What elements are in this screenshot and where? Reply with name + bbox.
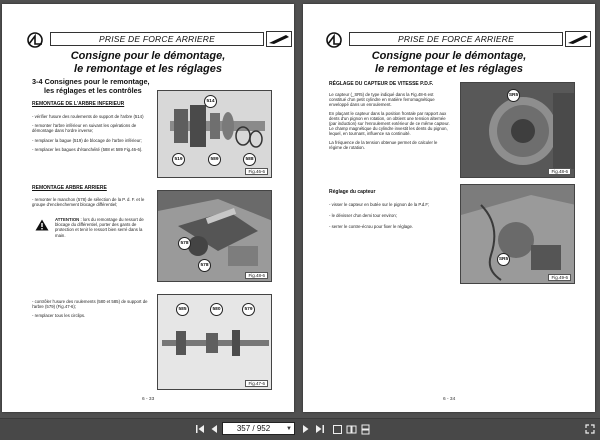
continuous-view-icon[interactable]	[359, 423, 371, 435]
list-item: - remplacer la bague (519) de blocage de l'arbre inférieur;	[32, 137, 142, 143]
figure-label: Fig.46-6	[245, 168, 268, 175]
subheading-arbre-arriere: REMONTAGE ARBRE ARRIERE	[32, 185, 107, 191]
subheading-reglage: Réglage du capteur	[329, 189, 376, 195]
prev-page-icon[interactable]	[208, 423, 220, 435]
list-item: - vérifier l'usure des roulements de support de l'arbre (514)	[32, 114, 144, 119]
page-header-text: PRISE DE FORCE ARRIERE	[397, 34, 515, 44]
warning-icon	[35, 219, 49, 231]
gearbox-housing-image	[158, 191, 272, 282]
page-header	[50, 32, 264, 46]
figure-label: Fig.49-6	[548, 274, 571, 281]
figure-label: Fig.48-6	[548, 168, 571, 175]
next-page-icon[interactable]	[300, 423, 312, 435]
list-item: - visser le capteur en butée sur le pignon de la P.d.F;	[329, 202, 430, 207]
callout: 585	[176, 303, 189, 316]
figure-48-6-sensor	[460, 82, 575, 178]
list-item: - remplacer tous les circlips.	[32, 313, 86, 319]
bullet-list-1	[32, 114, 152, 152]
list-item: - remonter l'arbre inférieur en suivant les opérations de démontage dans l'ordre inverse;	[32, 123, 137, 134]
callout: 589	[208, 153, 221, 166]
list-item: - contrôler l'usure des roulements (580 et 585) de support de l'arbre (579) (Fig.47-6);	[32, 299, 148, 310]
subheading-capteur-vitesse: RÉGLAGE DU CAPTEUR DE VITESSE P.D.F.	[329, 81, 434, 87]
attention-note: ATTENTION : lors du remontage du ressort de blocage du différentiel, porter des gants de protection et tenir le ressort bien serré dans la main.	[55, 217, 144, 238]
single-page-view-icon[interactable]	[331, 423, 343, 435]
callout: 588	[243, 153, 256, 166]
page-selector-value: 357 / 952	[236, 424, 271, 433]
reglage-steps	[329, 202, 451, 230]
figure-49-6	[460, 184, 575, 284]
figure-47-6	[157, 294, 272, 390]
callout: 578	[178, 237, 191, 250]
page-header	[349, 32, 563, 46]
tractor-pto-icon	[565, 31, 591, 47]
left-page	[2, 4, 294, 412]
callout: 519	[172, 153, 185, 166]
section-heading: 3-4 Consignes pour le remontage, les réglages et les contrôles	[32, 77, 150, 95]
callout: SR5	[497, 253, 510, 266]
list-item: - remplacer les bagues d'étanchéité (588 et 589 Fig.46-6).	[32, 146, 143, 152]
bullet-list-3	[32, 299, 152, 319]
tractor-pto-icon	[266, 31, 292, 47]
figure-46-6	[157, 90, 272, 178]
paragraph: Le capteur (_SR5) de type indiqué dans la Fig.48-6 est constitué d'un petit cylindre en matière ferromagnétique enveloppé dans un enroulement.	[329, 92, 435, 108]
paragraph: La fréquence de la tension obtenue permet de calculer le régime de rotation.	[329, 139, 438, 150]
brand-logo-icon	[323, 32, 345, 48]
right-page	[303, 4, 595, 412]
page-number: 6 - 33	[142, 397, 155, 402]
fullscreen-icon[interactable]	[584, 423, 596, 435]
list-item: - le dévisser d'un demi tour environ;	[329, 213, 397, 219]
callout: 580	[210, 303, 223, 316]
figure-48-6	[157, 190, 272, 282]
capteur-description	[329, 92, 451, 150]
page-selector[interactable]	[222, 422, 295, 435]
first-page-icon[interactable]	[194, 423, 206, 435]
page-title: Consigne pour le démontage, le remontage et les réglages	[70, 50, 226, 75]
figure-label: Fig.48-6	[245, 272, 268, 279]
viewer-toolbar	[0, 418, 600, 440]
figure-label: Fig.47-6	[245, 380, 268, 387]
brand-logo-icon	[24, 32, 46, 48]
sensor-mount-image	[461, 185, 575, 284]
last-page-icon[interactable]	[314, 423, 326, 435]
page-title: Consigne pour le démontage, le remontage et les réglages	[371, 50, 527, 75]
list-item: - remonter le manchon (578) de sélection de la P. d. F. et le groupe d'enclenchement blocage différentiel;	[32, 197, 145, 208]
page-number: 6 - 34	[443, 397, 456, 402]
callout: 578	[198, 259, 211, 272]
two-page-view-icon[interactable]	[345, 423, 357, 435]
callout: 579	[242, 303, 255, 316]
list-item: - serrer le contre-écrou pour fixer le réglage.	[329, 224, 414, 230]
subheading-arbre-inferieur: REMONTAGE DE L'ARBRE INFERIEUR	[32, 101, 125, 107]
callout: 514	[204, 95, 217, 108]
page-header-text: PRISE DE FORCE ARRIERE	[98, 34, 216, 44]
chevron-down-icon: ▼	[286, 425, 292, 432]
callout: SR5	[507, 89, 520, 102]
paragraph: En plaçant le capteur dans la position frontale par rapport aux dents d'un pignon en rotation, on obtient une tension alternée (par induction) sur l'enroulement extérieur de ce même capteur. Le champ magnétique du cylindre investit les dents du pignon, lequel, en tournant, influence sa continuité.	[329, 110, 450, 137]
